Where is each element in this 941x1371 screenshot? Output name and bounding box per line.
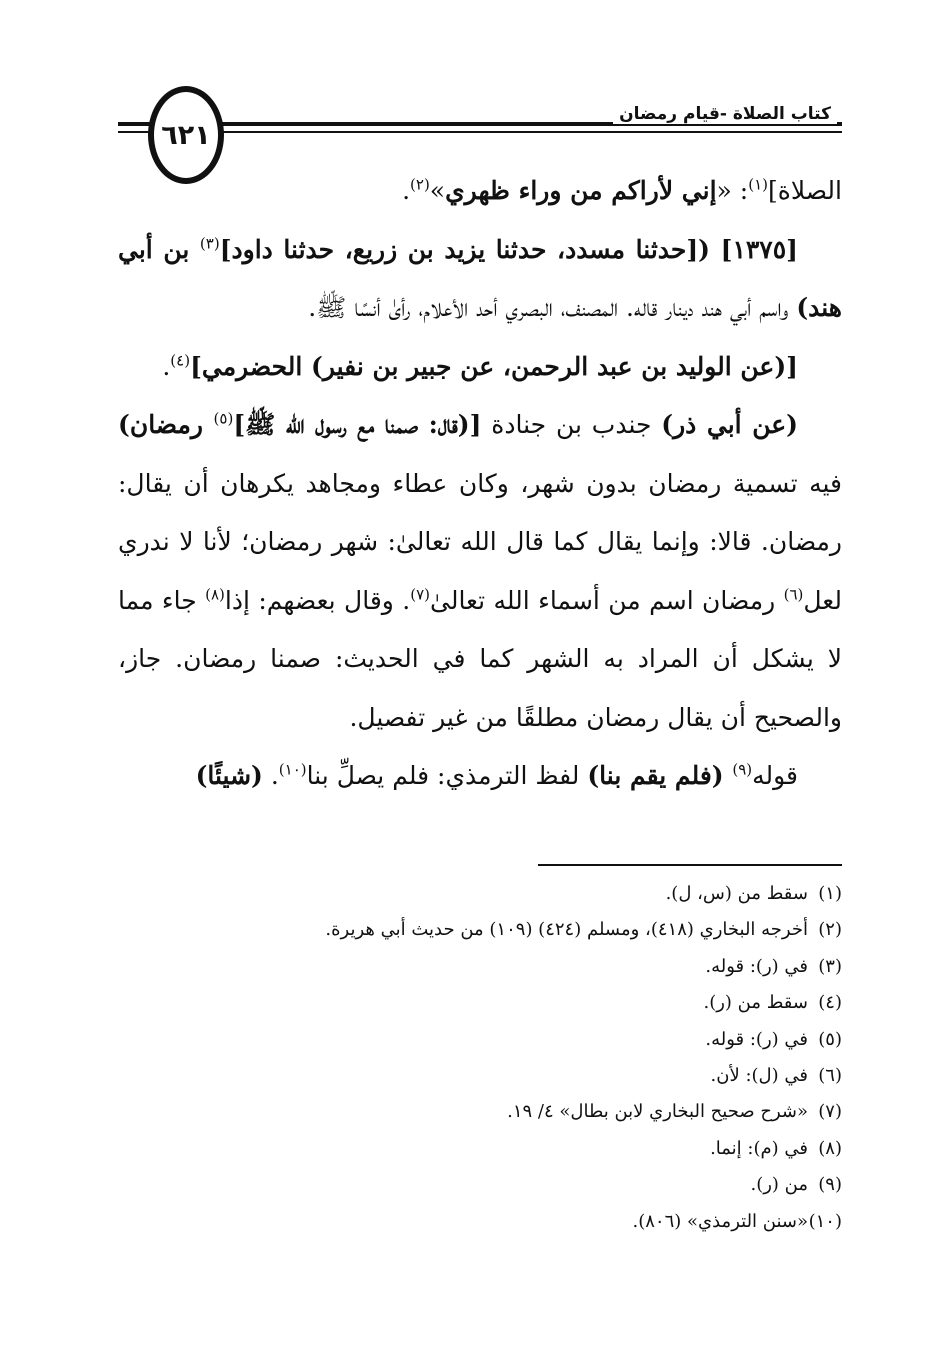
commentary-text: فيه تسمية رمضان بدون شهر، وكان عطاء ومجاهد يكرهان أن يقال: رمضان. قالا: وإنما يقال كما قال الله تعالىٰ: شهر رمضان؛ لأنا لا ندري لعل — [118, 468, 842, 615]
hadith-bold: [(قال: صمنا مع رسول الله ﷺ] — [233, 410, 482, 439]
footnote-ref: (١) — [748, 175, 768, 194]
footnote-text: «سنن الترمذي» (٨٠٦). — [632, 1210, 808, 1232]
hadith-bold: (فلم يقم بنا) — [587, 761, 733, 790]
isnad-bold: بن أبي هند) — [118, 234, 842, 322]
commentary-text: جاء مما لا يشكل أن المراد به الشهر كما في الحديث: صمنا رمضان. جاز، والصحيح أن يقال رمضان مطلقًا من غير تفصيل. — [118, 585, 842, 732]
footnote-text: سقط من (ر). — [703, 992, 808, 1014]
page-header — [0, 0, 941, 180]
footnote-ref: (٨) — [205, 585, 225, 604]
hadith-bold: رمضان) — [118, 410, 214, 439]
footnote-separator — [538, 864, 842, 866]
footnote-ref: (٢) — [410, 175, 430, 194]
footnote-number: (١) — [818, 883, 842, 904]
footnote-item — [120, 912, 842, 948]
footnote-item — [120, 1131, 842, 1167]
running-title: كتاب الصلاة -قيام رمضان — [613, 104, 837, 124]
commentary-text: جندب بن جنادة — [481, 410, 662, 439]
footnote-item — [120, 1204, 842, 1240]
paragraph-4 — [118, 396, 842, 747]
footnote-text: «شرح صحيح البخاري لابن بطال» ٤/ ١٩. — [507, 1101, 808, 1123]
text-segment: : « — [716, 176, 749, 205]
commentary-text: واسم أبي هند دينار قاله. المصنف، البصري أحد الأعلام، رأىٰ أنسًا ﷺ. — [308, 293, 797, 322]
footnote-text: في (ر): قوله. — [705, 1028, 808, 1050]
commentary-text: قوله — [752, 761, 798, 790]
footnote-number: (٥) — [818, 1028, 842, 1050]
hadith-bold: (شيئًا) — [195, 761, 263, 790]
hadith-quote: إني لأراكم من وراء ظهري — [445, 176, 717, 205]
paragraph-3 — [118, 338, 842, 397]
footnote-item — [120, 1167, 842, 1203]
footnote-ref: (٤) — [170, 351, 191, 370]
footnote-ref: (٥) — [213, 409, 234, 428]
footnote-number: (٣) — [818, 955, 842, 977]
text-segment: » — [429, 176, 446, 205]
text-segment: . — [402, 176, 411, 205]
isnad-bold: [١٣٧٥] ([حدثنا مسدد، حدثنا يزيد بن زريع، حدثنا داود] — [219, 234, 798, 264]
isnad-bold: [(عن الوليد بن عبد الرحمن، عن جبير بن نفير) الحضرمي] — [190, 351, 798, 381]
footnote-number: (٨) — [818, 1137, 842, 1159]
footnote-ref: (١٠) — [278, 760, 307, 779]
footnote-number: (٦) — [818, 1065, 842, 1087]
paragraph-2 — [118, 221, 842, 338]
commentary-text: رمضان اسم من أسماء الله تعالىٰ — [429, 585, 784, 615]
commentary-text: . وقال بعضهم: إذا — [224, 585, 411, 615]
footnote-text: من (ر). — [750, 1174, 808, 1196]
footnotes-list — [120, 876, 842, 1240]
footnote-number: (٩) — [818, 1174, 842, 1196]
page-number: ٦٢١ — [161, 119, 211, 151]
isnad-bold: (عن أبي ذر) — [661, 410, 798, 439]
footnote-text: سقط من (س، ل). — [665, 883, 808, 904]
footnote-text: في (م): إنما. — [710, 1137, 808, 1159]
footnote-number: (٢) — [818, 919, 842, 941]
footnote-item — [120, 949, 842, 985]
footnote-item — [120, 1094, 842, 1130]
footnote-item — [120, 876, 842, 912]
paragraph-1 — [118, 162, 842, 221]
footnote-ref: (٩) — [732, 760, 753, 779]
text-segment: . — [162, 351, 171, 381]
footnote-number: (٤) — [818, 992, 842, 1014]
footnote-item — [120, 1058, 842, 1094]
text-segment: . — [262, 761, 279, 790]
text-segment: الصلاة] — [767, 176, 842, 205]
footnote-item — [120, 985, 842, 1021]
footnote-text: في (ر): قوله. — [705, 955, 808, 977]
paragraph-5 — [118, 747, 842, 806]
footnote-ref: (٧) — [410, 585, 430, 604]
commentary-text: لفظ الترمذي: فلم يصلِّ بنا — [306, 761, 588, 790]
footnote-text: أخرجه البخاري (٤١٨)، ومسلم (٤٢٤) (١٠٩) من حديث أبي هريرة. — [325, 919, 808, 941]
main-text — [118, 162, 842, 806]
footnote-ref: (٦) — [783, 585, 804, 604]
footnote-number: (٧) — [818, 1101, 842, 1123]
footnote-text: في (ل): لأن. — [710, 1065, 808, 1087]
footnote-ref: (٣) — [199, 234, 220, 253]
header-rule-right-bottom — [196, 131, 842, 133]
footnote-item — [120, 1022, 842, 1058]
footnote-number: (١٠) — [808, 1210, 842, 1232]
